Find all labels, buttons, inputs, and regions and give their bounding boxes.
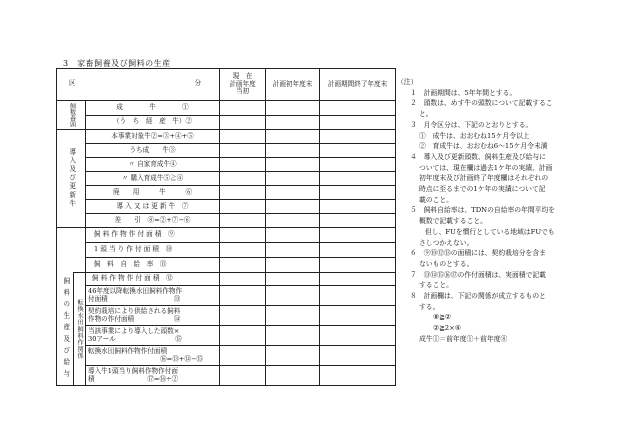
note-7: ７ ⑬⑭⑮⑯⑰の作付面積は、実面積で記載 <box>410 270 546 279</box>
section-title: 3 家畜飼養及び飼料の生産 <box>63 59 171 68</box>
header-current-line1: 現 在 <box>232 72 253 81</box>
row-converted-paddy-area: 46年度以降転換水田飼料作物作 付面積 ⑬ <box>86 286 220 306</box>
notes-section: （注） １ 計画期間は、5年年間とする。 ２ 頭数は、めす牛の頭数について記載するこ と。 ３ 月令区分は、下記のとおりとする。 ① 成牛は、おおむね15ケ月令以上 ② 育成牛は、おおむね6〜15ケ月令未満 ４ 導入及び更新頭数、飼料生産及び給与に ついては、現在欄は過去1ケ年の実績、計画 初年度末及び計画終了年度欄はそれぞれの 時点に至るまでの1ケ年の実績について記 載のこと。 ５ 飼料自給率は、TDNの自給率の年間平均を 概数で記載すること。 但し、FUを慣行としている地域はFUでも さしつかえない。 ６ ⑨⑩⑫⑬の面積には、契約栽培分を含ま ないものとする。 ７ ⑬⑭⑮⑯⑰の作付面積は、実面積で記載 すること。 ８ 計画欄は、下記の関係が成立するものと する。 ⑧≧② ②≧2×④ 成牛①＝前年度①＋前年度⑧ <box>401 77 623 345</box>
row-forage-area: 飼 料 作 物 作 付 面 積 ⑨ <box>86 228 220 243</box>
header-current-line3: 当初 <box>235 87 250 96</box>
note-2: ２ 頭数は、めす牛の頭数について記載するこ <box>410 99 553 108</box>
row-contract-cultivation: 契約栽培により供給される飼料 作物の作付面積 ⑭ <box>86 306 220 326</box>
row-culled-cattle: 廃 用 牛 ⑥ <box>86 186 220 200</box>
row-purchased-raised: 〃 購入育成牛⑤≧④ <box>86 172 220 186</box>
row-area-per-head: 1 頭 当 り 作 付 面 積 ⑩ <box>86 243 220 258</box>
row-home-raised: 〃 自家育成牛④ <box>86 158 220 172</box>
note-8: ８ 計画欄は、下記の関係が成立するものと <box>410 292 546 301</box>
group-feed-production: 飼料の生産及び給与 <box>57 273 74 386</box>
header-current <box>220 69 266 101</box>
group-paddy-conversion: 転換水田飼料作関係 <box>74 273 86 386</box>
row-of-which-adult: うち成 牛③ <box>86 144 220 158</box>
header-plan-end-year: 計画期間終了年度末 <box>320 69 396 101</box>
note-5: ５ 飼料自給率は、TDNの自給率の年間平均を <box>410 206 556 215</box>
livestock-feed-table <box>56 68 396 386</box>
group-cattle-count: 飼数養頭 <box>57 101 86 130</box>
row-area-per-introduced-head: 導入牛1頭当り飼料作物作付面 積 ⑰=⑯÷② <box>86 366 220 386</box>
row-introduced-or-renewed: 導 入 又 は 更 新 牛 ⑦ <box>86 200 220 214</box>
note-1: １ 計画期間は、5年年間とする。 <box>410 88 517 97</box>
header-category-left: 区 <box>69 79 76 87</box>
header-category <box>57 69 220 101</box>
row-adult-cattle: 成 牛 ① <box>86 101 220 116</box>
row-net-difference: 差 引 ⑧=②+⑦−⑥ <box>86 214 220 228</box>
notes-heading: （注） <box>397 78 418 86</box>
note-3: ３ 月令区分は、下記のとおりとする。 <box>410 120 533 129</box>
header-plan-first-year: 計画初年度末 <box>266 69 320 101</box>
row-target-cattle: 本事業対象牛②=③+④+⑤ <box>86 130 220 144</box>
header-category-right: 分 <box>194 79 202 87</box>
row-self-sufficiency: 飼 料 自 給 率 ⑪ <box>86 258 220 273</box>
row-paddy-forage-area: 転換水田飼料作物作付面積 ⑯=⑬+⑭−⑮ <box>86 346 220 366</box>
header-current-line2: 計画年度 <box>229 79 256 88</box>
row-introduced-head-x30a: 当該事業により導入した頭数× 30アール ⑮ <box>86 326 220 346</box>
row-parous-cattle: （う ち 経 産 牛）② <box>86 115 220 130</box>
row-forage-area-2: 飼 料 作 物 作 付 面 積 ⑫ <box>86 273 220 286</box>
note-6: ６ ⑨⑩⑫⑬の面積には、契約栽培分を含ま <box>410 249 546 258</box>
group-introduction-renewal: 導入及び更新牛 <box>57 130 86 228</box>
note-4: ４ 導入及び更新頭数、飼料生産及び給与に <box>410 152 546 161</box>
